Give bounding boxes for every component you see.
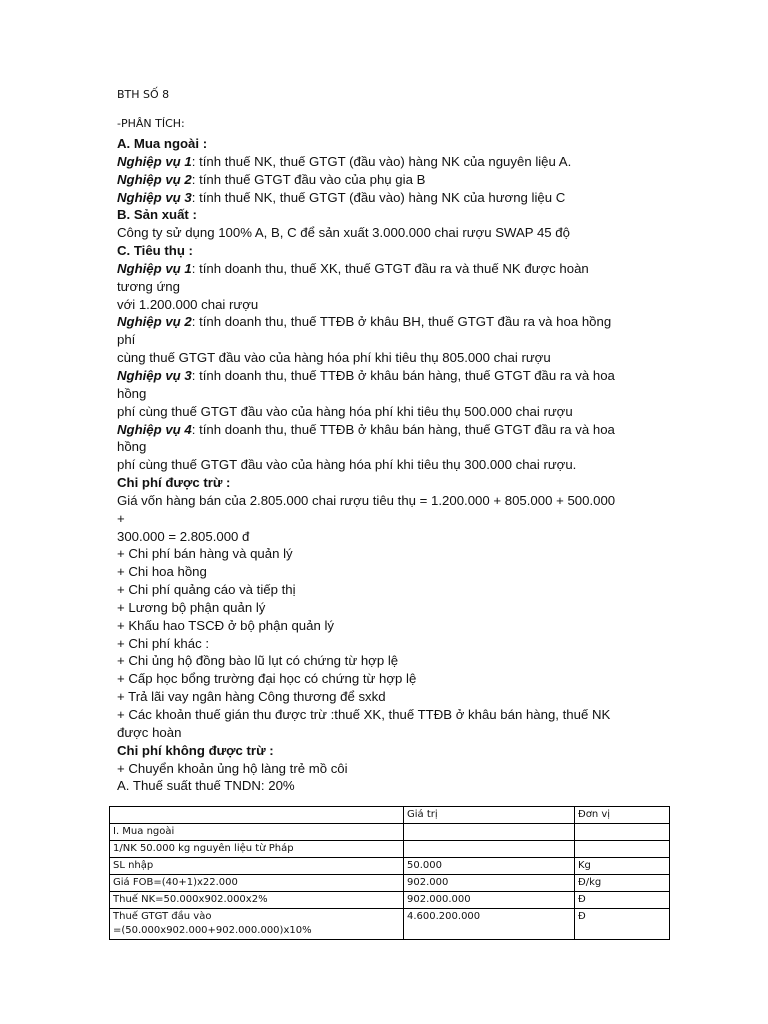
table-cell: SL nhập (110, 858, 404, 875)
line-text: tương ứng (117, 278, 180, 294)
table-cell: 50.000 (404, 858, 575, 875)
line-text: với 1.200.000 chai rượu (117, 296, 259, 312)
line-text: hồng (117, 439, 147, 455)
table-header-cell (110, 807, 404, 824)
line-text: + (117, 510, 125, 526)
text-line (117, 760, 657, 778)
section-heading: Chi phí không được trừ : (117, 742, 274, 758)
operation-label: Nghiệp vụ 1 (117, 260, 192, 276)
text-line (117, 189, 657, 207)
text-line (117, 492, 657, 510)
line-text: + Chuyển khoản ủng hộ làng trẻ mồ côi (117, 760, 348, 776)
table-row (110, 841, 670, 858)
text-line (117, 545, 657, 563)
text-line (117, 688, 657, 706)
line-text: : tính thuế NK, thuế GTGT (đầu vào) hàng NK của hương liệu C (191, 189, 566, 205)
line-text: : tính doanh thu, thuế XK, thuế GTGT đầu ra và thuế NK được hoàn (191, 260, 589, 276)
text-line (117, 581, 657, 599)
line-text: : tính doanh thu, thuế TTĐB ở khâu bán hàng, thuế GTGT đầu ra và hoa (191, 367, 615, 383)
line-text: : tính thuế GTGT đầu vào của phụ gia B (191, 171, 426, 187)
text-line (117, 563, 657, 581)
table-cell: 1/NK 50.000 kg nguyên liệu từ Pháp (110, 841, 404, 858)
table-cell-line: =(50.000x902.000+902.000.000)x10% (113, 925, 312, 936)
table-cell: 902.000 (404, 875, 575, 892)
analysis-text (117, 135, 657, 795)
table-cell: I. Mua ngoài (110, 824, 404, 841)
section-heading: B. Sản xuất : (117, 207, 197, 223)
text-line (117, 706, 657, 724)
text-line (117, 617, 657, 635)
section-heading: Chi phí được trừ : (117, 475, 231, 491)
operation-label: Nghiệp vụ 2 (117, 171, 192, 187)
text-line (117, 331, 657, 349)
operation-label: Nghiệp vụ 1 (117, 153, 192, 169)
line-text: + Chi phí quảng cáo và tiếp thị (117, 582, 296, 598)
table-cell (404, 824, 575, 841)
table-row (110, 909, 670, 940)
text-line (117, 438, 657, 456)
text-line (117, 224, 657, 242)
line-text: + Khấu hao TSCĐ ở bộ phận quản lý (117, 617, 334, 633)
table-cell: Thuế NK=50.000x902.000x2% (110, 892, 404, 909)
table-header-row (110, 807, 670, 824)
table-cell: 4.600.200.000 (404, 909, 575, 940)
table-header-cell: Giá trị (404, 807, 575, 824)
document-title: BTH SỐ 8 (117, 88, 170, 101)
line-text: A. Thuế suất thuế TNDN: 20% (117, 778, 295, 794)
text-line (117, 421, 657, 439)
table-cell (575, 841, 670, 858)
line-text: phí cùng thuế GTGT đầu vào của hàng hóa phí khi tiêu thụ 300.000 chai rượu. (117, 457, 577, 473)
section-heading: A. Mua ngoài : (117, 136, 208, 151)
line-text: + Chi ủng hộ đồng bào lũ lụt có chứng từ hợp lệ (117, 653, 399, 669)
text-line (117, 510, 657, 528)
line-text: + Các khoản thuế gián thu được trừ :thuế XK, thuế TTĐB ở khâu bán hàng, thuế NK (117, 707, 611, 722)
line-text: + Trả lãi vay ngân hàng Công thương để sxkd (117, 689, 386, 705)
text-line (117, 135, 657, 153)
text-line (117, 724, 657, 742)
table-cell: Đ (575, 909, 670, 940)
operation-label: Nghiệp vụ 4 (117, 421, 192, 437)
text-line (117, 349, 657, 367)
table-cell-line: Thuế GTGT đầu vào (113, 911, 212, 922)
table-row (110, 875, 670, 892)
text-line (117, 528, 657, 546)
line-text: + Cấp học bổng trường đại học có chứng từ hợp lệ (117, 671, 417, 687)
section-heading: C. Tiêu thụ : (117, 243, 193, 259)
text-line (117, 777, 657, 795)
text-line (117, 171, 657, 189)
text-line (117, 313, 657, 331)
operation-label: Nghiệp vụ 3 (117, 189, 192, 205)
operation-label: Nghiệp vụ 2 (117, 314, 192, 330)
line-text: + Chi phí bán hàng và quản lý (117, 546, 293, 562)
calculation-table (109, 806, 670, 940)
table-cell: Kg (575, 858, 670, 875)
table-cell (575, 824, 670, 841)
text-line (117, 670, 657, 688)
line-text: 300.000 = 2.805.000 đ (117, 528, 250, 544)
operation-label: Nghiệp vụ 3 (117, 367, 192, 383)
table-cell: Giá FOB=(40+1)x22.000 (110, 875, 404, 892)
text-line (117, 260, 657, 278)
text-line (117, 652, 657, 670)
text-line (117, 474, 657, 492)
table-cell (404, 841, 575, 858)
text-line (117, 635, 657, 653)
line-text: cùng thuế GTGT đầu vào của hàng hóa phí khi tiêu thụ 805.000 chai rượu (117, 350, 551, 366)
text-line (117, 278, 657, 296)
line-text: : tính doanh thu, thuế TTĐB ở khâu bán hàng, thuế GTGT đầu ra và hoa (191, 421, 615, 437)
text-line (117, 599, 657, 617)
line-text: + Chi hoa hồng (117, 564, 207, 580)
line-text: : tính doanh thu, thuế TTĐB ở khâu BH, thuế GTGT đầu ra và hoa hồng (191, 314, 612, 330)
line-text: hồng (117, 385, 147, 401)
table-cell (110, 909, 404, 940)
text-line (117, 296, 657, 314)
line-text: Giá vốn hàng bán của 2.805.000 chai rượu tiêu thụ = 1.200.000 + 805.000 + 500.000 (117, 492, 616, 508)
line-text: + Lương bộ phận quản lý (117, 599, 266, 615)
table-row (110, 858, 670, 875)
text-line (117, 456, 657, 474)
text-line (117, 242, 657, 260)
text-line (117, 367, 657, 385)
line-text: phí cùng thuế GTGT đầu vào của hàng hóa phí khi tiêu thụ 500.000 chai rượu (117, 403, 573, 419)
line-text: được hoàn (117, 724, 182, 740)
text-line (117, 742, 657, 760)
table-row (110, 892, 670, 909)
text-line (117, 403, 657, 421)
text-line (117, 206, 657, 224)
table-row (110, 824, 670, 841)
table-header-cell: Đơn vị (575, 807, 670, 824)
table-cell: Đ/kg (575, 875, 670, 892)
section-label: -PHÂN TÍCH: (117, 117, 185, 130)
line-text: Công ty sử dụng 100% A, B, C để sản xuất 3.000.000 chai rượu SWAP 45 độ (117, 225, 570, 241)
line-text: + Chi phí khác : (117, 635, 209, 651)
text-line (117, 385, 657, 403)
table-cell: Đ (575, 892, 670, 909)
line-text: phí (117, 332, 136, 348)
table-cell: 902.000.000 (404, 892, 575, 909)
text-line (117, 153, 657, 171)
line-text: : tính thuế NK, thuế GTGT (đầu vào) hàng NK của nguyên liệu A. (191, 153, 572, 169)
